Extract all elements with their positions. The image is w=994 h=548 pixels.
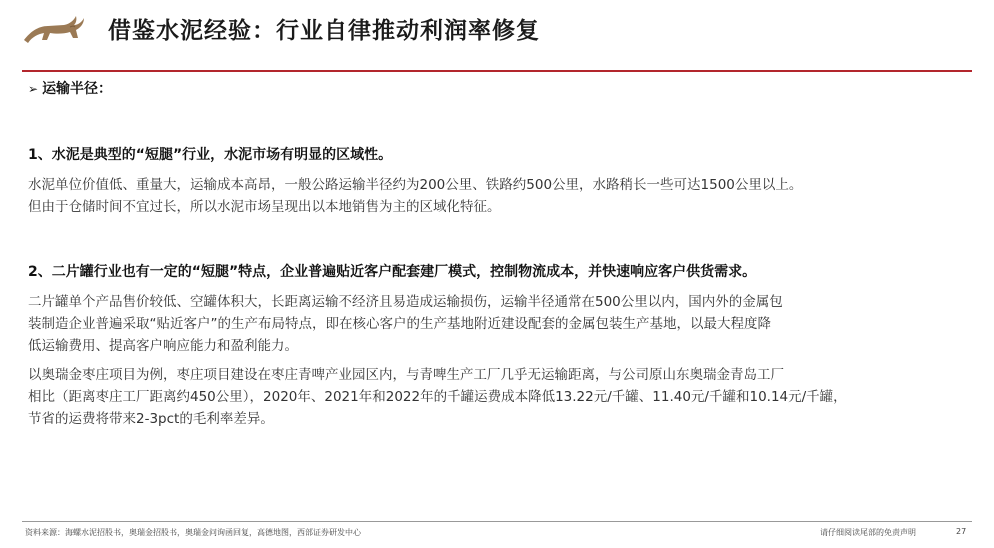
page-number: 27 bbox=[956, 527, 967, 536]
point2-p1-line: 二片罐单个产品售价较低、空罐体积大，长距离运输不经济且易造成运输损伤，运输半径通常在500公里以内，国内外的金属包 bbox=[28, 294, 783, 310]
point2-p2-line: 相比（距离枣庄工厂距离约450公里），2020年、2021年和2022年的千罐运费成本降低13.22元/千罐、11.40元/千罐和10.14元/千罐， bbox=[28, 389, 847, 405]
bull-logo-icon bbox=[20, 10, 90, 50]
footer-disclaimer: 请仔细阅读尾部的免责声明 bbox=[820, 528, 916, 537]
page-title: 借鉴水泥经验：行业自律推动利润率修复 bbox=[108, 18, 540, 44]
point1-line: 但由于仓储时间不宜过长，所以水泥市场呈现出以本地销售为主的区域化特征。 bbox=[28, 199, 501, 215]
point2-p1-line: 低运输费用、提高客户响应能力和盈利能力。 bbox=[28, 338, 298, 354]
point2-heading: 2、二片罐行业也有一定的“短腿”特点，企业普遍贴近客户配套建厂模式，控制物流成本，并快速响应客户供货需求。 bbox=[28, 264, 757, 280]
slide-header bbox=[0, 0, 994, 72]
footer-source: 资料来源：海螺水泥招股书，奥瑞金招股书，奥瑞金问询函回复，高德地图，西部证券研发中心 bbox=[25, 528, 361, 537]
point2-paragraph-2 bbox=[28, 364, 973, 430]
point1-heading: 1、水泥是典型的“短腿”行业，水泥市场有明显的区域性。 bbox=[28, 147, 393, 163]
point1-paragraph bbox=[28, 174, 973, 218]
arrow-bullet-icon: ➢ bbox=[28, 82, 39, 96]
point2-p2-line: 以奥瑞金枣庄项目为例，枣庄项目建设在枣庄青啤产业园区内，与青啤生产工厂几乎无运输距离，与公司原山东奥瑞金青岛工厂 bbox=[28, 367, 784, 383]
footer-divider bbox=[22, 521, 972, 522]
point2-p1-line: 装制造企业普遍采取“贴近客户”的生产布局特点，即在核心客户的生产基地附近建设配套的金属包装生产基地，以最大程度降 bbox=[28, 316, 771, 332]
point1-line: 水泥单位价值低、重量大，运输成本高昂，一般公路运输半径约为200公里、铁路约500公里，水路稍长一些可达1500公里以上。 bbox=[28, 177, 803, 193]
title-divider bbox=[22, 70, 972, 72]
section-bullet bbox=[28, 78, 112, 98]
point2-paragraph-1 bbox=[28, 291, 973, 357]
point2-p2-line: 节省的运费将带来2-3pct的毛利率差异。 bbox=[28, 411, 274, 427]
section-label: 运输半径： bbox=[42, 81, 113, 97]
